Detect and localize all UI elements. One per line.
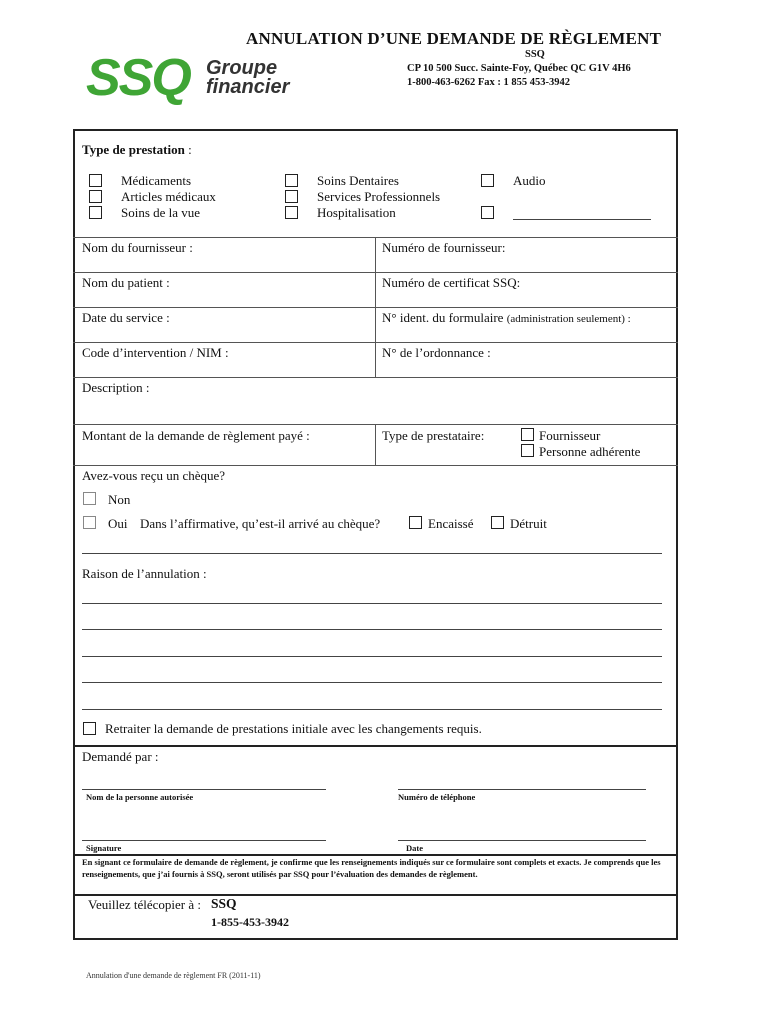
nom-personne-line[interactable]	[82, 789, 326, 790]
ssq-logo: SSQ	[86, 49, 190, 107]
field-numero-certificat[interactable]: Numéro de certificat SSQ:	[382, 275, 521, 290]
date-caption: Date	[406, 843, 423, 853]
fax-number: 1-855-453-3942	[211, 915, 289, 929]
checkbox-fournisseur[interactable]	[521, 428, 534, 441]
option-audio: Audio	[513, 173, 546, 188]
cheque-question: Avez-vous reçu un chèque?	[82, 468, 226, 483]
checkbox-retraiter[interactable]	[83, 722, 96, 735]
checkbox-audio[interactable]	[481, 174, 494, 187]
date-line[interactable]	[398, 840, 646, 841]
org-phone-fax: 1-800-463-6262 Fax : 1 855 453-3942	[407, 77, 571, 88]
raison-line[interactable]	[82, 656, 662, 657]
field-nom-patient[interactable]: Nom du patient :	[82, 275, 170, 290]
raison-line[interactable]	[82, 709, 662, 710]
option-medicaments: Médicaments	[121, 173, 192, 188]
checkbox-detruit[interactable]	[491, 516, 504, 529]
option-fournisseur: Fournisseur	[539, 428, 601, 443]
type-prestataire-label: Type de prestataire:	[382, 428, 485, 443]
telephone-caption: Numéro de téléphone	[398, 792, 476, 802]
raison-line[interactable]	[82, 682, 662, 683]
checkbox-medicaments[interactable]	[89, 174, 102, 187]
ident-formulaire-note: (administration seulement) :	[506, 313, 631, 325]
prestation-heading	[82, 142, 192, 158]
signature-caption: Signature	[86, 843, 122, 853]
raison-line[interactable]	[82, 629, 662, 630]
field-numero-ordonnance[interactable]: N° de l’ordonnance :	[382, 345, 491, 360]
demande-par-label: Demandé par :	[82, 749, 159, 764]
fax-label: Veuillez télécopier à :	[88, 897, 201, 912]
raison-line[interactable]	[82, 603, 662, 604]
logo-line-2: financier	[206, 76, 290, 98]
checkbox-soins-vue[interactable]	[89, 206, 102, 219]
option-detruit: Détruit	[510, 516, 547, 531]
option-services-professionnels: Services Professionnels	[317, 189, 441, 204]
field-ident-formulaire[interactable]	[382, 310, 631, 326]
option-non: Non	[108, 492, 131, 507]
field-numero-fournisseur[interactable]: Numéro de fournisseur:	[382, 240, 506, 255]
form-title: ANNULATION D’UNE DEMANDE DE RÈGLEMENT	[246, 29, 662, 48]
ident-formulaire-label: N° ident. du formulaire	[382, 310, 504, 325]
signature-notice: En signant ce formulaire de demande de règlement, je confirme que les renseignements indiqués sur ce formulaire sont complets et exacts. Je comprends que les renseignements, que j’ai fournis à SSQ, seront utilisés par SSQ pour l’évaluation des demandes de règlement.	[82, 857, 661, 879]
checkbox-autre[interactable]	[481, 206, 494, 219]
option-hospitalisation: Hospitalisation	[317, 205, 396, 220]
checkbox-oui[interactable]	[83, 516, 96, 529]
field-date-service[interactable]: Date du service :	[82, 310, 170, 325]
option-soins-vue: Soins de la vue	[121, 205, 201, 220]
telephone-line[interactable]	[398, 789, 646, 790]
column-divider	[375, 237, 376, 377]
field-montant-paye[interactable]: Montant de la demande de règlement payé :	[82, 428, 310, 443]
signature-line[interactable]	[82, 840, 326, 841]
cheque-followup-question: Dans l’affirmative, qu’est-il arrivé au chèque?	[140, 516, 381, 531]
groupe-financier-logo-text	[206, 59, 289, 97]
org-name: SSQ	[525, 49, 545, 60]
form-footer: Annulation d'une demande de règlement FR (2011-11)	[86, 971, 261, 980]
field-nom-fournisseur[interactable]: Nom du fournisseur :	[82, 240, 193, 255]
nom-personne-caption: Nom de la personne autorisée	[86, 792, 194, 802]
checkbox-encaisse[interactable]	[409, 516, 422, 529]
checkbox-hospitalisation[interactable]	[285, 206, 298, 219]
autre-input-line[interactable]	[513, 219, 651, 220]
field-code-intervention[interactable]: Code d’intervention / NIM :	[82, 345, 229, 360]
logo-line-1: Groupe	[206, 57, 278, 79]
option-articles-medicaux: Articles médicaux	[121, 189, 216, 204]
checkbox-non[interactable]	[83, 492, 96, 505]
divider	[73, 894, 678, 896]
checkbox-services-professionnels[interactable]	[285, 190, 298, 203]
option-personne-adherente: Personne adhérente	[539, 444, 641, 459]
divider	[73, 745, 678, 747]
option-oui: Oui	[108, 516, 128, 531]
prestation-label: Type de prestation	[82, 142, 185, 157]
prestation-colon: :	[188, 142, 192, 157]
option-soins-dentaires: Soins Dentaires	[317, 173, 399, 188]
option-encaisse: Encaissé	[428, 516, 474, 531]
retraiter-label: Retraiter la demande de prestations initiale avec les changements requis.	[105, 721, 482, 736]
fax-org: SSQ	[211, 896, 237, 911]
divider	[73, 465, 678, 466]
checkbox-articles-medicaux[interactable]	[89, 190, 102, 203]
org-address: CP 10 500 Succ. Sainte-Foy, Québec QC G1V 4H6	[407, 63, 631, 74]
cheque-answer-line[interactable]	[82, 553, 662, 554]
raison-annulation-label: Raison de l’annulation :	[82, 566, 207, 581]
divider	[73, 377, 678, 378]
column-divider	[375, 424, 376, 465]
checkbox-soins-dentaires[interactable]	[285, 174, 298, 187]
field-description[interactable]: Description :	[82, 380, 150, 395]
checkbox-personne-adherente[interactable]	[521, 444, 534, 457]
